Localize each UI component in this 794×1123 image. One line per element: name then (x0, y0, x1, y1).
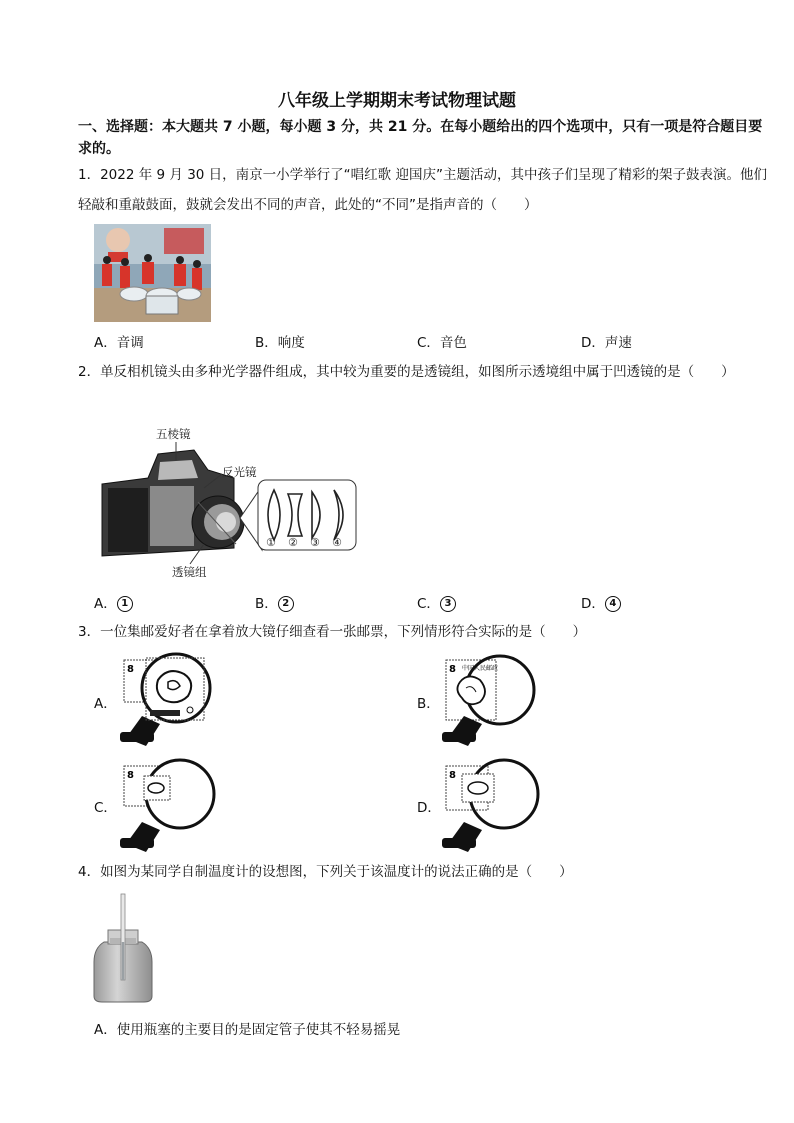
lens-group-label: 透镜组 (172, 565, 207, 579)
stamp-denomination-d: 8 (449, 770, 456, 781)
question-1-text: 1．2022 年 9 月 30 日，南京一小学举行了“唱红歌 迎国庆”主题活动，其中孩子们呈现了精彩的架子鼓表演。他们轻敲和重敲鼓面，鼓就会发出不同的声音，此处的“不同”是指声音的（ ） (78, 167, 767, 213)
lens-num-3: ③ (310, 536, 320, 549)
magnifier-option-a (118, 652, 218, 748)
question-3-text: 3．一位集邮爱好者在拿着放大镜仔细查看一张邮票，下列情形符合实际的是（ ） (78, 624, 587, 640)
drum-performance-photo (94, 224, 211, 322)
lens-num-1: ① (266, 536, 276, 549)
q3-option-a[interactable]: A． (94, 696, 117, 712)
mirror-label: 反光镜 (222, 465, 257, 479)
camera-lens-diagram (98, 426, 360, 582)
q3-option-d[interactable]: D． (417, 800, 441, 816)
q2-option-a-letter: A． (94, 596, 117, 612)
q2-option-d-mark: 4 (605, 596, 621, 612)
magnifier-option-b (440, 652, 544, 748)
q2-option-d-letter: D． (581, 596, 605, 612)
q4-option-a[interactable]: A．使用瓶塞的主要目的是固定管子使其不轻易摇晃 (94, 1022, 401, 1038)
lens-num-2: ② (288, 536, 298, 549)
stamp-denomination-c: 8 (127, 770, 134, 781)
q2-option-a[interactable] (94, 592, 133, 612)
q3-option-c[interactable]: C． (94, 800, 117, 816)
q2-option-b-letter: B． (255, 596, 278, 612)
question-4-text: 4．如图为某同学自制温度计的设想图，下列关于该温度计的说法正确的是（ ） (78, 864, 573, 880)
magnifier-option-d (440, 758, 544, 854)
thermometer-bottle-diagram (92, 892, 154, 1006)
magnifier-option-c (118, 758, 218, 854)
q2-option-c-letter: C． (417, 596, 440, 612)
lens-num-4: ④ (332, 536, 342, 549)
q2-option-b-mark: 2 (278, 596, 294, 612)
q1-option-c[interactable]: C．音色 (417, 335, 467, 351)
section-heading: 一、选择题：本大题共 7 小题，每小题 3 分，共 21 分。在每小题给出的四个选项中，只有一项是符合题目要求的。 (78, 119, 763, 157)
page-title: 八年级上学期期末考试物理试题 (278, 91, 516, 111)
q2-option-c-mark: 3 (440, 596, 456, 612)
q2-option-c[interactable] (417, 592, 456, 612)
q1-option-b[interactable]: B．响度 (255, 335, 305, 351)
stamp-denomination: 8 (127, 664, 134, 675)
q2-option-a-mark: 1 (117, 596, 133, 612)
stamp-issuer: 中国人民邮政 (462, 665, 499, 672)
stamp-denomination-b: 8 (449, 664, 456, 675)
question-2-text: 2．单反相机镜头由多种光学器件组成，其中较为重要的是透镜组，如图所示透境组中属于凹透镜的是（ ） (78, 364, 735, 380)
q1-option-a[interactable]: A．音调 (94, 335, 144, 351)
q3-option-b[interactable]: B． (417, 696, 440, 712)
q1-option-d[interactable]: D．声速 (581, 335, 632, 351)
q2-option-d[interactable] (581, 592, 621, 612)
prism-label: 五棱镜 (156, 427, 191, 441)
q2-option-b[interactable] (255, 592, 294, 612)
